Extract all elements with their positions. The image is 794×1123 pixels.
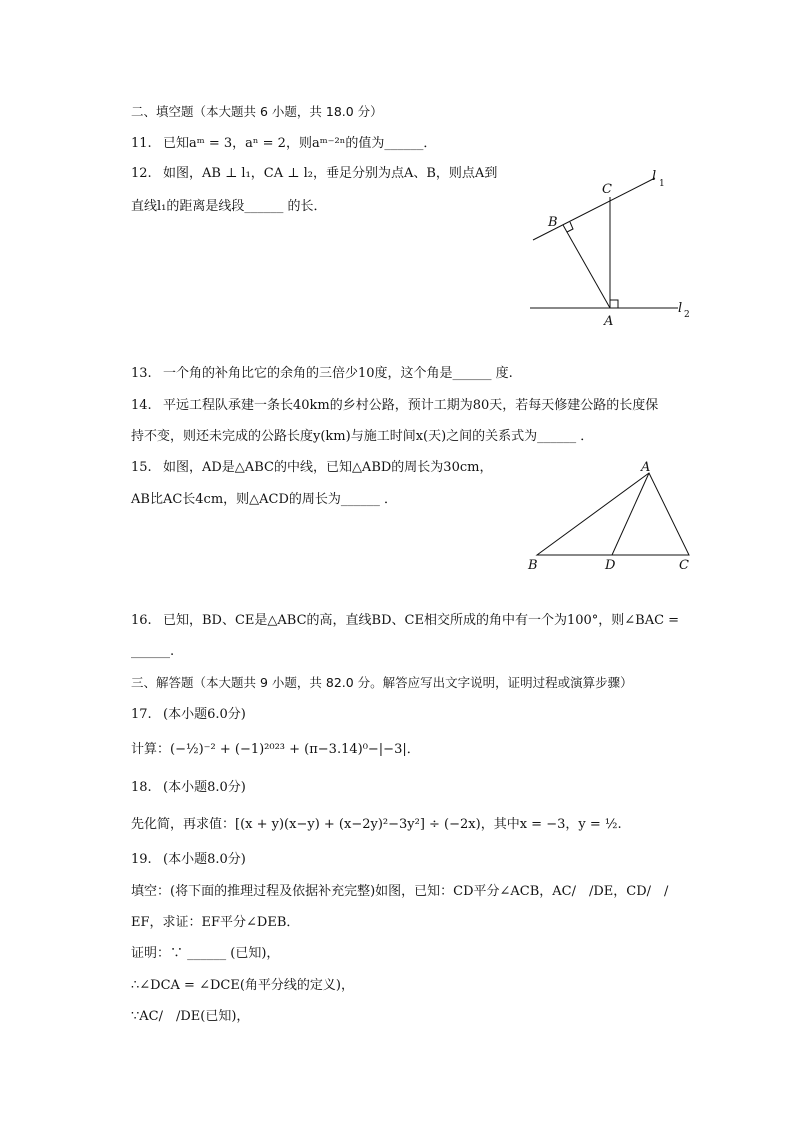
question-19-line-2: EF，求证：EF平分∠DEB． bbox=[131, 915, 300, 930]
question-16-line-1 bbox=[131, 611, 679, 631]
question-text: 已知aᵐ = 3，aⁿ = 2，则aᵐ⁻²ⁿ的值为______． bbox=[163, 136, 437, 151]
right-angle-mark-a bbox=[610, 300, 618, 308]
question-score: (本小题8.0分) bbox=[163, 780, 246, 795]
label-b: B bbox=[548, 215, 558, 230]
question-number: 14. bbox=[131, 398, 152, 413]
question-14-line-2: 持不变，则还未完成的公路长度y(km)与施工时间x(天)之间的关系式为______ ． bbox=[131, 429, 594, 444]
label-c: C bbox=[602, 182, 612, 197]
label-c: C bbox=[679, 558, 689, 573]
label-l1-sub: 1 bbox=[659, 179, 665, 189]
label-d: D bbox=[605, 558, 616, 573]
question-number: 16. bbox=[131, 613, 152, 628]
question-text: 平远工程队承建一条长40km的乡村公路，预计工期为80天，若每天修建公路的长度保 bbox=[163, 398, 659, 413]
question-score: (本小题6.0分) bbox=[163, 707, 246, 722]
question-19-line-3: 证明：∵ ______ (已知)， bbox=[131, 946, 280, 961]
segment-ba bbox=[563, 225, 610, 308]
question-19-header bbox=[131, 850, 246, 870]
label-b: B bbox=[528, 558, 538, 573]
question-number: 12. bbox=[131, 166, 152, 181]
question-score: (本小题8.0分) bbox=[163, 852, 246, 867]
question-11 bbox=[131, 134, 436, 154]
question-13 bbox=[131, 364, 513, 384]
question-number: 15. bbox=[131, 460, 152, 475]
question-16-line-2: ______. bbox=[131, 644, 175, 659]
triangle-abc bbox=[537, 473, 689, 555]
question-12-line-1 bbox=[131, 164, 497, 184]
question-text: 如图，AB ⊥ l₁，CA ⊥ l₂，垂足分别为点A、B，则点A到 bbox=[163, 166, 498, 181]
question-number: 19. bbox=[131, 852, 152, 867]
question-17-text: 计算：(−½)⁻² + (−1)²⁰²³ + (π−3.14)⁰−|−3|． bbox=[131, 742, 420, 757]
label-l1: l bbox=[652, 169, 657, 184]
label-a: A bbox=[641, 460, 651, 475]
question-18-header bbox=[131, 778, 246, 798]
question-number: 18. bbox=[131, 780, 152, 795]
line-l1 bbox=[533, 178, 655, 240]
question-number: 13. bbox=[131, 366, 152, 381]
right-angle-mark-b bbox=[567, 222, 573, 232]
label-l2: l bbox=[678, 301, 683, 316]
median-ad bbox=[612, 473, 649, 555]
question-12-line-2: 直线l₁的距离是线段______ 的长． bbox=[131, 199, 327, 214]
figure-perpendiculars bbox=[520, 160, 710, 335]
section-2-title: 二、填空题（本大题共 6 小题，共 18.0 分） bbox=[131, 104, 383, 119]
question-number: 17. bbox=[131, 707, 152, 722]
section-3-title: 三、解答题（本大题共 9 小题，共 82.0 分。解答应写出文字说明，证明过程或演算步骤） bbox=[131, 675, 633, 690]
question-18-text: 先化简，再求值：[(x + y)(x−y) + (x−2y)²−3y²] ÷ (−2x)，其中x = −3，y = ½. bbox=[131, 817, 622, 832]
question-19-line-1: 填空：(将下面的推理过程及依据补充完整)如图，已知：CD平分∠ACB，AC/ /DE，CD/ / bbox=[131, 884, 669, 899]
label-a: A bbox=[604, 314, 614, 329]
question-14-line-1 bbox=[131, 396, 658, 416]
question-19-line-4: ∴∠DCA = ∠DCE(角平分线的定义)， bbox=[131, 978, 354, 993]
label-l2-sub: 2 bbox=[684, 310, 690, 320]
question-text: 一个角的补角比它的余角的三倍少10度，这个角是______ 度. bbox=[163, 366, 513, 381]
question-text: 已知，BD、CE是△ABC的高，直线BD、CE相交所成的角中有一个为100°，则∠BAC = bbox=[163, 613, 680, 628]
question-text: 如图，AD是△ABC的中线，已知△ABD的周长为30cm， bbox=[163, 460, 493, 475]
question-15-line-2: AB比AC长4cm，则△ACD的周长为______ ． bbox=[131, 492, 398, 507]
question-15-line-1 bbox=[131, 458, 492, 478]
figure-triangle bbox=[520, 455, 705, 580]
question-number: 11. bbox=[131, 136, 152, 151]
question-19-line-5: ∵AC/ /DE(已知)， bbox=[131, 1009, 250, 1024]
question-17-header bbox=[131, 705, 246, 725]
